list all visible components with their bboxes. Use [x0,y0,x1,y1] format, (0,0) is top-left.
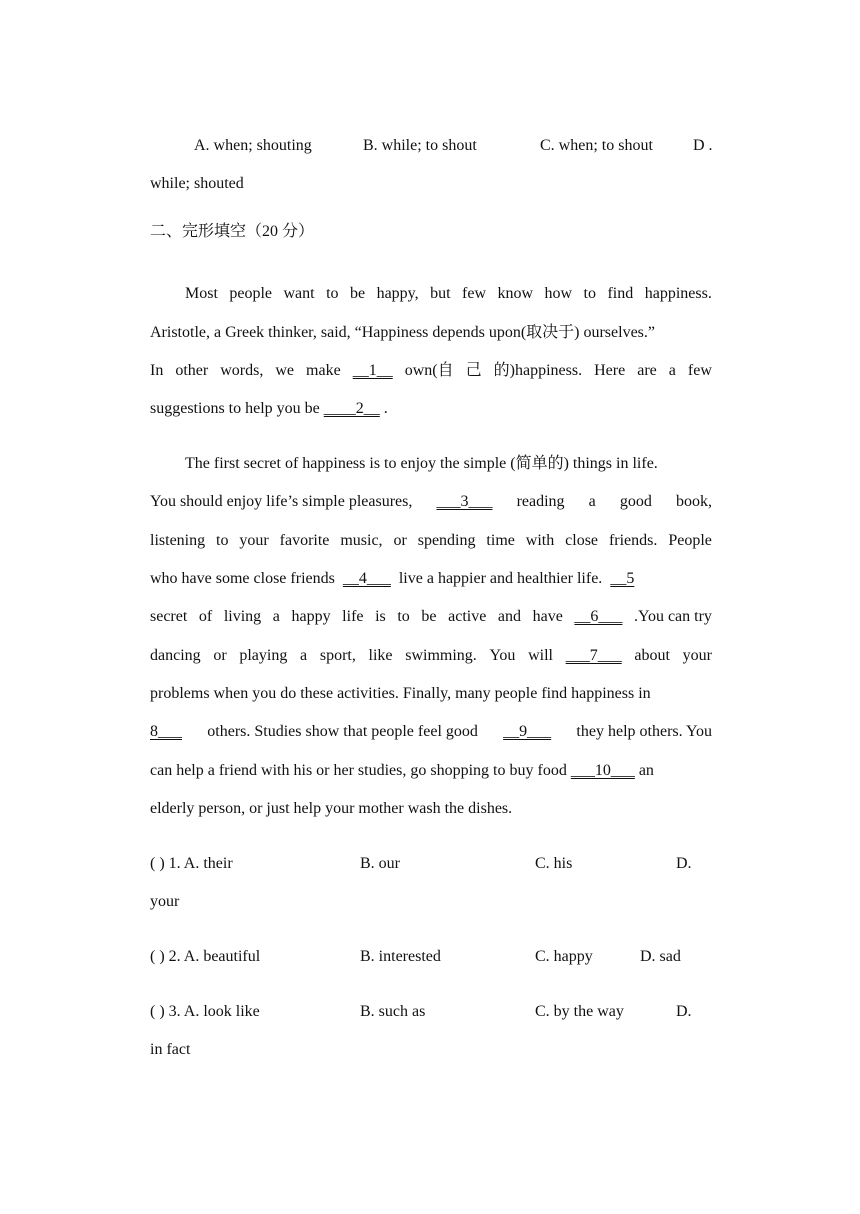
p1-line-4-end: . [379,400,388,417]
p1-line-2: Aristotle, a Greek thinker, said, “Happiness depends upon(取决于) ourselves.” [150,324,656,341]
p2-line-9 [150,761,654,781]
p2-line-5-word: life [342,608,364,625]
question-2-option-d: D. sad [640,948,681,965]
p2-line-6-word: playing [239,647,288,664]
p2-line-3-word: favorite [279,532,330,549]
question-2-stem: ( ) 2. A. beautiful [150,948,261,965]
p2-line-8 [150,722,712,742]
p1-line-3-word: we [275,362,295,379]
p2-line-6-word: swimming. [405,647,477,664]
p2-line-3-word: listening [150,532,206,549]
question-3-option-b: B. such as [360,1003,426,1020]
p2-line-1: The first secret of happiness is to enjoy the simple (简单的) things in life. [185,455,658,472]
p2-line-6-word: about [634,647,670,664]
p1-line-1-word: few [462,285,487,302]
p2-line-5-end: .You can try [634,608,712,625]
p1-line-1-word: people [229,285,273,302]
option-c: C. when; to shout [540,137,653,154]
p2-line-2-word: good [619,493,652,510]
p2-line-2 [150,492,712,512]
p2-line-2-text: You should enjoy life’s simple pleasures, [150,493,413,510]
p1-line-3-word: other [175,362,209,379]
blank-7: ___7___ [565,647,622,664]
p2-line-3-word: or [393,532,407,549]
p2-line-2-word: a [588,493,596,510]
blank-2: ____2__ [323,400,380,417]
p1-line-3-word: make [306,362,341,379]
blank-8: 8___ [150,723,182,740]
p1-line-1-word: happy, [376,285,419,302]
p1-line-1-word: find [607,285,634,302]
blank-4: __4___ [342,570,391,587]
p2-line-10: elderly person, or just help your mother wash the dishes. [150,800,513,817]
p1-line-3-word: words, [220,362,264,379]
p2-line-3-word: time [486,532,515,549]
p1-line-3 [150,361,712,381]
question-3-option-d-continued: in fact [150,1041,191,1058]
blank-10: ___10___ [570,762,635,779]
question-1-stem: ( ) 1. A. their [150,855,233,872]
p2-line-8-mid: others. Studies show that people feel good [207,723,478,740]
option-b: B. while; to shout [363,137,477,154]
option-d: D . [693,137,713,154]
p1-line-3-word: In [150,362,164,379]
p1-line-3-word: own(自 [404,362,454,379]
p2-line-6-word: your [682,647,712,664]
blank-6: __6___ [574,608,623,625]
question-1-option-b: B. our [360,855,400,872]
p2-line-5-word: active [448,608,487,625]
p2-line-3-word: to [216,532,229,549]
p2-line-5-word: and [497,608,522,625]
p1-line-3-word: 的)happiness. [493,362,583,379]
question-3-stem: ( ) 3. A. look like [150,1003,260,1020]
p2-line-4 [150,569,634,589]
p1-line-1-word: be [350,285,366,302]
p1-line-3-word: few [687,362,712,379]
p2-line-3-word: with [525,532,555,549]
p2-line-4-text: who have some close friends [150,570,335,587]
question-3-option-c: C. by the way [535,1003,624,1020]
p2-line-9-text: can help a friend with his or her studies, go shopping to buy food [150,762,571,779]
question-2-option-b: B. interested [360,948,441,965]
question-2-option-c: C. happy [535,948,593,965]
blank-1: __1__ [352,362,393,379]
p2-line-6-word: dancing [150,647,201,664]
p1-line-1-word: happiness. [644,285,712,302]
blank-5: __5 [610,570,635,587]
p1-line-3-word: Here [594,362,626,379]
question-1-option-c: C. his [535,855,573,872]
p2-line-6-word: sport, [319,647,356,664]
p1-line-3-word: a [668,362,676,379]
p2-line-3-word: close [565,532,599,549]
p1-line-1-word: how [544,285,573,302]
section-title: 二、完形填空（20 分） [150,223,315,240]
p2-line-9-end: an [634,762,654,779]
p1-line-1-word: to [583,285,596,302]
option-a: A. when; shouting [194,137,312,154]
p2-line-6 [150,646,712,666]
p2-line-5-word: happy [291,608,331,625]
p1-line-4-text: suggestions to help you be [150,400,324,417]
p1-line-4 [150,399,388,419]
p1-line-3-word: 己 [465,362,482,379]
p2-line-5-word: secret [150,608,188,625]
p2-line-4-mid: live a happier and healthier life. [398,570,603,587]
p1-line-3-word: are [637,362,657,379]
p2-line-2-word: reading [516,493,565,510]
p1-line-1-word: want [283,285,315,302]
p2-line-5-word: be [421,608,437,625]
p1-line-1-word: to [326,285,339,302]
p2-line-5-word: of [198,608,213,625]
p2-line-8-end: they help others. You [576,723,712,740]
p2-line-5-word: is [375,608,386,625]
p2-line-7: problems when you do these activities. Finally, many people find happiness in [150,685,651,702]
question-1-option-d-continued: your [150,893,180,910]
p2-line-5-word: living [223,608,262,625]
question-3-option-d: D. [676,1003,692,1020]
p2-line-6-word: like [368,647,393,664]
p2-line-5-word: have [532,608,563,625]
blank-9: __9___ [503,723,552,740]
p2-line-5 [150,607,712,627]
blank-3: ___3___ [436,493,493,510]
option-d-continued: while; shouted [150,175,244,192]
p2-line-6-word: will [528,647,553,664]
p2-line-3 [150,531,712,551]
p2-line-3-word: your [239,532,269,549]
p2-line-6-word: a [300,647,308,664]
p1-line-1 [185,284,712,304]
p2-line-3-word: friends. [608,532,658,549]
p2-line-6-word: or [213,647,227,664]
p2-line-2-word: book, [676,493,712,510]
p1-line-1-word: know [497,285,534,302]
p1-line-1-word: but [430,285,451,302]
p2-line-5-word: a [272,608,280,625]
p2-line-6-word: You [489,647,516,664]
question-1-option-d: D. [676,855,692,872]
p2-line-3-word: music, [340,532,383,549]
p2-line-3-word: spending [417,532,476,549]
p1-line-1-word: Most [185,285,218,302]
p2-line-5-word: to [397,608,410,625]
p2-line-3-word: People [668,532,712,549]
